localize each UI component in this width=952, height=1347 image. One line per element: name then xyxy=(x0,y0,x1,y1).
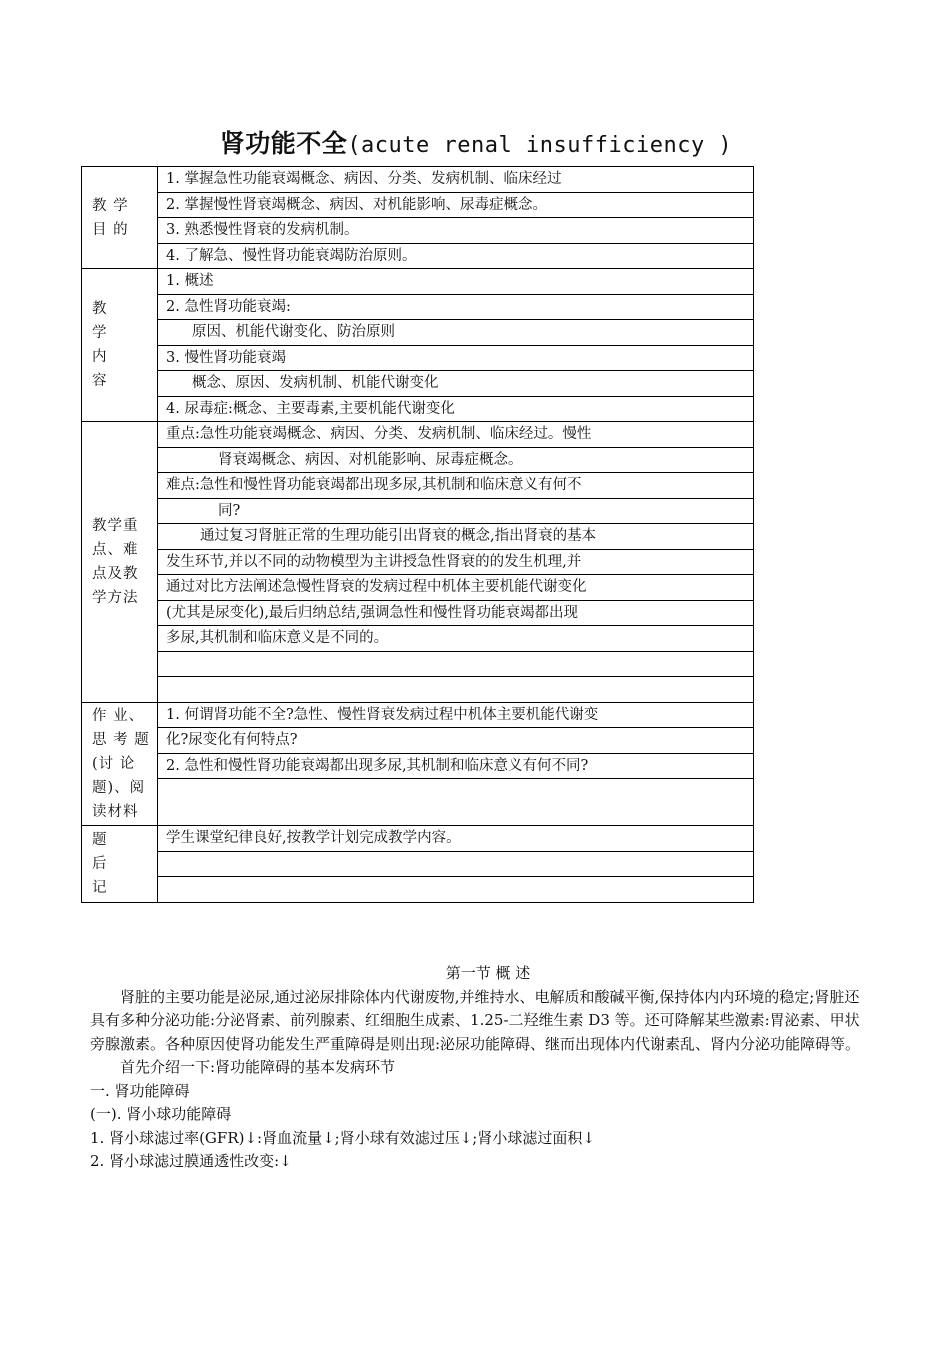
methods-row: (尤其是尿变化),最后归纳总结,强调急性和慢性肾功能衰竭都出现 xyxy=(158,600,754,626)
afterword-row xyxy=(158,877,754,903)
methods-row: 通过对比方法阐述急慢性肾衰的发病过程中机体主要机能代谢变化 xyxy=(158,575,754,601)
content-row: 1. 概述 xyxy=(158,269,754,295)
section-paragraph: 肾脏的主要功能是泌尿,通过泌尿排除体内代谢废物,并维持水、电解质和酸碱平衡,保持体内内环境的稳定;肾脏还具有多种分泌功能:分泌肾素、前列腺素、红细胞生成素、1.25-二羟维生素 D3 等。还可降解某些激素:胃泌素、甲状旁腺激素。各种原因使肾功能发生严重障碍是则出现:泌尿功能障碍、继而出现体内代谢素乱、肾内分泌功能障碍等。 xyxy=(90,987,861,1053)
goals-label: 教 学 目 的 xyxy=(82,167,158,269)
homework-row: 2. 急性和慢性肾功能衰竭都出现多尿,其机制和临床意义有何不同? xyxy=(158,753,754,779)
methods-row: 发生环节,并以不同的动物模型为主讲授急性肾衰的的发生机理,并 xyxy=(158,549,754,575)
methods-row xyxy=(158,651,754,677)
goals-row: 2. 掌握慢性肾衰竭概念、病因、对机能影响、尿毒症概念。 xyxy=(158,192,754,218)
homework-row: 化?尿变化有何特点? xyxy=(158,728,754,754)
content-row: 3. 慢性肾功能衰竭 xyxy=(158,345,754,371)
content-row: 4. 尿毒症:概念、主要毒素,主要机能代谢变化 xyxy=(158,396,754,422)
methods-row: 多尿,其机制和临床意义是不同的。 xyxy=(158,626,754,652)
methods-row xyxy=(158,677,754,703)
section-line: 2. 肾小球滤过膜通透性改变:↓ xyxy=(90,1152,292,1170)
content-row: 2. 急性肾功能衰竭: xyxy=(158,294,754,320)
section-overview xyxy=(90,962,866,1174)
afterword-row xyxy=(158,851,754,877)
homework-row xyxy=(158,779,754,826)
methods-row: 通过复习肾脏正常的生理功能引出肾衰的概念,指出肾衰的基本 xyxy=(158,524,754,550)
afterword-label: 题 后 记 xyxy=(82,826,158,903)
methods-row: 重点:急性功能衰竭概念、病因、分类、发病机制、临床经过。慢性 xyxy=(158,422,754,448)
homework-label: 作 业、 思 考 题 (讨 论 题)、阅 读材料 xyxy=(82,702,158,826)
goals-row: 3. 熟悉慢性肾衰的发病机制。 xyxy=(158,218,754,244)
section-line: 1. 肾小球滤过率(GFR)↓:肾血流量↓;肾小球有效滤过压↓;肾小球滤过面积↓ xyxy=(90,1128,595,1147)
section-heading: 第一节 概 述 xyxy=(445,964,531,982)
section-paragraph: 首先介绍一下:肾功能障碍的基本发病环节 xyxy=(120,1058,396,1076)
homework-row: 1. 何谓肾功能不全?急性、慢性肾衰发病过程中机体主要机能代谢变 xyxy=(158,702,754,728)
content-label: 教 学 内 容 xyxy=(82,269,158,422)
lesson-plan-table xyxy=(81,166,754,903)
title-english: (acute renal insufficiency ) xyxy=(347,133,733,158)
afterword-row: 学生课堂纪律良好,按教学计划完成教学内容。 xyxy=(158,826,754,852)
content-row: 原因、机能代谢变化、防治原则 xyxy=(158,320,754,346)
content-row: 概念、原因、发病机制、机能代谢变化 xyxy=(158,371,754,397)
methods-label: 教学重 点、难 点及教 学方法 xyxy=(82,422,158,703)
page-title xyxy=(0,124,952,160)
goals-row: 1. 掌握急性功能衰竭概念、病因、分类、发病机制、临床经过 xyxy=(158,167,754,193)
methods-row: 难点:急性和慢性肾功能衰竭都出现多尿,其机制和临床意义有何不 xyxy=(158,473,754,499)
methods-row: 肾衰竭概念、病因、对机能影响、尿毒症概念。 xyxy=(158,447,754,473)
section-line: (一). 肾小球功能障碍 xyxy=(90,1105,232,1123)
methods-row: 同? xyxy=(158,498,754,524)
section-line: 一. 肾功能障碍 xyxy=(90,1081,190,1100)
title-chinese: 肾功能不全 xyxy=(219,129,348,158)
goals-row: 4. 了解急、慢性肾功能衰竭防治原则。 xyxy=(158,243,754,269)
